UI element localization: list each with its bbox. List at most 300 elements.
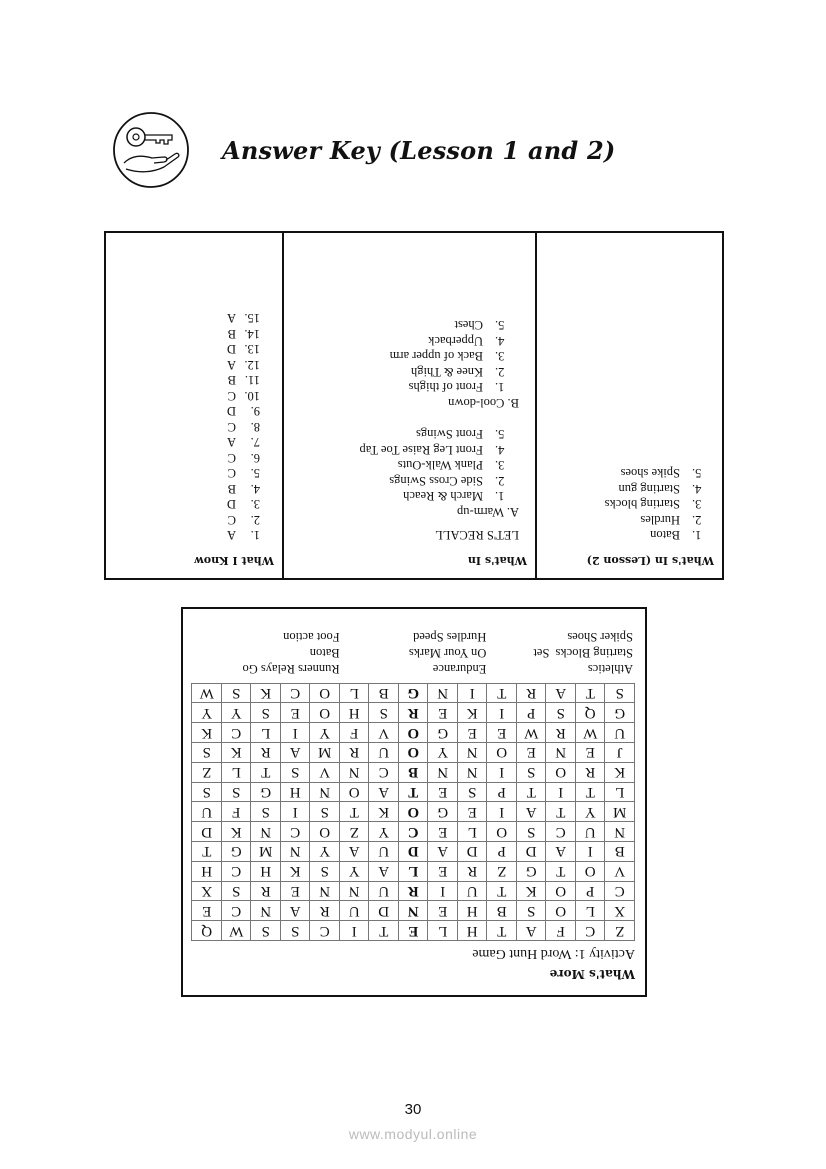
item-number: 8. — [250, 420, 260, 434]
grid-cell: I — [487, 703, 517, 723]
item-number: 1. — [250, 528, 260, 543]
grid-cell: S — [605, 683, 635, 703]
grid-cell: K — [192, 723, 222, 743]
item-text: D — [226, 404, 236, 419]
grid-cell: A — [281, 743, 311, 763]
list-item — [292, 317, 517, 333]
list-item — [114, 357, 260, 373]
grid-cell: S — [546, 703, 576, 723]
grid-cell: K — [605, 762, 635, 782]
grid-cell: H — [281, 782, 311, 802]
grid-cell: A — [546, 842, 576, 862]
list-item — [545, 527, 714, 543]
item-text: March & Reach — [403, 489, 483, 504]
item-number: 2. — [495, 474, 505, 488]
grid-cell: L — [428, 921, 458, 941]
item-text: Spike shoes — [620, 466, 680, 481]
grid-cell: G — [517, 861, 547, 881]
grid-row — [192, 723, 635, 743]
grid-cell: O — [310, 703, 340, 723]
grid-cell: T — [517, 782, 547, 802]
grid-cell: C — [576, 921, 606, 941]
warmup-title: A. Warm-up — [457, 505, 519, 519]
list-item — [114, 434, 260, 450]
item-number: 12. — [244, 358, 260, 372]
item-number: 1. — [692, 528, 702, 543]
item-text: C — [227, 420, 236, 434]
grid-cell: G — [399, 683, 429, 703]
item-number: 5. — [495, 318, 505, 333]
list-item — [114, 403, 260, 419]
grid-cell: T — [340, 802, 370, 822]
grid-cell: E — [428, 782, 458, 802]
grid-cell: T — [192, 842, 222, 862]
list-item — [114, 372, 260, 388]
word-column — [193, 629, 340, 677]
grid-cell: V — [310, 762, 340, 782]
grid-cell: O — [310, 683, 340, 703]
whats-more-heading: What's More — [549, 967, 635, 981]
item-text: C — [227, 451, 236, 465]
grid-cell: N — [605, 822, 635, 842]
grid-cell: G — [428, 723, 458, 743]
grid-cell: I — [340, 921, 370, 941]
item-text: A — [226, 358, 236, 372]
grid-cell: K — [281, 861, 311, 881]
lets-recall-label: LET'S RECALL — [435, 528, 519, 543]
grid-cell: I — [487, 762, 517, 782]
grid-cell: N — [340, 881, 370, 901]
grid-cell: R — [399, 881, 429, 901]
grid-cell: U — [369, 842, 399, 862]
grid-cell: G — [251, 782, 281, 802]
item-number: 3. — [692, 497, 702, 512]
grid-cell: H — [192, 861, 222, 881]
grid-cell: T — [576, 782, 606, 802]
grid-cell: L — [605, 782, 635, 802]
item-text: Starting blocks — [604, 497, 680, 512]
grid-cell: S — [192, 743, 222, 763]
grid-row — [192, 861, 635, 881]
list-item — [292, 488, 517, 504]
item-number: 9. — [250, 404, 260, 419]
grid-cell: R — [399, 703, 429, 723]
grid-cell: S — [310, 802, 340, 822]
grid-cell: O — [546, 901, 576, 921]
grid-cell: N — [310, 881, 340, 901]
grid-cell: D — [399, 842, 429, 862]
item-text: Hurdles — [640, 513, 680, 527]
grid-cell: L — [458, 822, 488, 842]
grid-cell: U — [605, 723, 635, 743]
item-text: Starting gun — [618, 482, 680, 496]
column-heading: What's In — [467, 554, 527, 567]
grid-cell: T — [399, 782, 429, 802]
grid-cell: H — [458, 921, 488, 941]
grid-cell: R — [340, 743, 370, 763]
activity-title: Activity 1: Word Hunt Game — [472, 946, 635, 961]
list-item — [114, 450, 260, 466]
item-text: A — [226, 528, 236, 543]
list-item — [114, 465, 260, 481]
item-text: C — [227, 389, 236, 403]
item-text: B — [227, 327, 236, 341]
whats-more-box — [181, 607, 647, 997]
item-number: 10. — [244, 389, 260, 403]
grid-cell: K — [517, 881, 547, 901]
grid-cell: Y — [310, 723, 340, 743]
grid-cell: H — [458, 901, 488, 921]
grid-cell: R — [546, 723, 576, 743]
list-item — [114, 388, 260, 404]
word-item: Baton — [309, 646, 340, 660]
item-text: D — [226, 497, 236, 512]
grid-cell: I — [546, 782, 576, 802]
grid-cell: A — [517, 802, 547, 822]
list-item — [545, 481, 714, 497]
grid-cell: S — [310, 861, 340, 881]
grid-cell: Z — [340, 822, 370, 842]
grid-cell: A — [546, 683, 576, 703]
grid-row — [192, 782, 635, 802]
grid-cell: U — [369, 881, 399, 901]
word-list — [193, 629, 633, 677]
word-item: Hurdles Speed — [413, 630, 487, 644]
grid-cell: A — [369, 861, 399, 881]
grid-cell: S — [517, 901, 547, 921]
grid-cell: D — [458, 842, 488, 862]
item-text: Front of thighs — [408, 380, 483, 395]
grid-cell: L — [222, 762, 252, 782]
list-item — [545, 496, 714, 512]
item-number: 13. — [244, 342, 260, 357]
grid-cell: E — [281, 703, 311, 723]
grid-cell: A — [281, 901, 311, 921]
grid-cell: V — [605, 861, 635, 881]
grid-cell: T — [487, 881, 517, 901]
item-number: 11. — [244, 373, 260, 388]
grid-cell: O — [399, 802, 429, 822]
grid-cell: O — [576, 861, 606, 881]
grid-row — [192, 842, 635, 862]
item-text: C — [227, 513, 236, 527]
grid-cell: F — [340, 723, 370, 743]
grid-cell: K — [369, 802, 399, 822]
key-in-hand-icon — [112, 111, 190, 189]
grid-cell: B — [369, 683, 399, 703]
list-item — [114, 310, 260, 326]
grid-cell: C — [281, 822, 311, 842]
grid-cell: W — [517, 723, 547, 743]
grid-cell: P — [487, 782, 517, 802]
list-item — [292, 333, 517, 349]
grid-cell: M — [251, 842, 281, 862]
grid-cell: A — [517, 921, 547, 941]
grid-cell: P — [576, 881, 606, 901]
list-item — [292, 364, 517, 380]
grid-cell: N — [310, 782, 340, 802]
grid-cell: E — [458, 802, 488, 822]
grid-cell: U — [576, 822, 606, 842]
grid-cell: N — [251, 822, 281, 842]
grid-cell: I — [281, 802, 311, 822]
grid-cell: Z — [192, 762, 222, 782]
list-item — [114, 527, 260, 543]
grid-cell: S — [517, 762, 547, 782]
item-number: 5. — [250, 466, 260, 481]
grid-cell: L — [340, 683, 370, 703]
grid-cell: Y — [576, 802, 606, 822]
grid-cell: W — [576, 723, 606, 743]
grid-cell: E — [399, 921, 429, 941]
column-heading: What I Know — [194, 554, 274, 567]
grid-cell: C — [222, 861, 252, 881]
grid-cell: G — [605, 703, 635, 723]
grid-cell: T — [251, 762, 281, 782]
grid-cell: C — [281, 683, 311, 703]
grid-cell: R — [251, 881, 281, 901]
what-i-know-column — [106, 233, 282, 578]
item-number: 4. — [250, 482, 260, 496]
grid-cell: T — [369, 921, 399, 941]
answer-key-table — [104, 231, 724, 580]
grid-cell: A — [340, 842, 370, 862]
grid-cell: L — [399, 861, 429, 881]
item-text: B — [227, 482, 236, 496]
item-text: Upperback — [428, 334, 483, 348]
item-number: 2. — [495, 365, 505, 379]
grid-cell: R — [517, 683, 547, 703]
item-number: 5. — [495, 427, 505, 442]
grid-cell: E — [428, 861, 458, 881]
grid-cell: P — [487, 842, 517, 862]
whats-in-lesson2-column — [535, 233, 722, 578]
grid-cell: S — [251, 703, 281, 723]
page-title: Answer Key (Lesson 1 and 2) — [222, 136, 616, 165]
grid-cell: Z — [605, 921, 635, 941]
grid-cell: T — [487, 921, 517, 941]
grid-cell: S — [281, 762, 311, 782]
grid-cell: S — [281, 921, 311, 941]
grid-cell: E — [576, 743, 606, 763]
grid-cell: Y — [428, 743, 458, 763]
grid-cell: B — [487, 901, 517, 921]
list-item — [545, 512, 714, 528]
list-item — [292, 348, 517, 364]
grid-cell: C — [222, 901, 252, 921]
list-item — [292, 379, 517, 395]
item-number: 4. — [495, 443, 505, 457]
grid-cell: M — [310, 743, 340, 763]
grid-cell: E — [458, 723, 488, 743]
grid-cell: S — [251, 802, 281, 822]
word-item: Runners Relays Go — [242, 662, 340, 676]
grid-cell: T — [576, 683, 606, 703]
grid-cell: S — [222, 782, 252, 802]
grid-cell: W — [222, 921, 252, 941]
list-item — [114, 326, 260, 342]
grid-row — [192, 762, 635, 782]
grid-cell: E — [428, 822, 458, 842]
watermark: www.modyul.online — [348, 1126, 478, 1142]
grid-cell: X — [605, 901, 635, 921]
grid-cell: N — [458, 743, 488, 763]
grid-cell: O — [546, 881, 576, 901]
grid-cell: U — [369, 743, 399, 763]
grid-cell: I — [458, 683, 488, 703]
grid-cell: E — [428, 703, 458, 723]
grid-cell: N — [251, 901, 281, 921]
cooldown-title: B. Cool-down — [448, 396, 519, 410]
grid-cell: C — [222, 723, 252, 743]
grid-cell: N — [546, 743, 576, 763]
grid-cell: N — [340, 762, 370, 782]
item-number: 2. — [692, 513, 702, 527]
item-number: 15. — [244, 311, 260, 326]
word-column — [340, 629, 487, 677]
item-text: A — [226, 435, 236, 450]
page-number: 30 — [404, 1101, 422, 1118]
word-hunt-grid — [192, 683, 636, 941]
grid-cell: I — [428, 881, 458, 901]
grid-cell: S — [222, 683, 252, 703]
item-number: 4. — [692, 482, 702, 496]
grid-cell: C — [399, 822, 429, 842]
list-item — [114, 512, 260, 528]
list-item — [114, 419, 260, 435]
grid-row — [192, 921, 635, 941]
item-number: 3. — [250, 497, 260, 512]
grid-cell: I — [281, 723, 311, 743]
grid-cell: L — [576, 901, 606, 921]
grid-cell: J — [605, 743, 635, 763]
list-item — [114, 481, 260, 497]
grid-cell: E — [428, 901, 458, 921]
grid-cell: O — [310, 822, 340, 842]
word-item: Athletics — [587, 662, 633, 676]
grid-cell: I — [576, 842, 606, 862]
grid-cell: S — [222, 881, 252, 901]
item-number: 3. — [495, 349, 505, 364]
grid-cell: Y — [310, 842, 340, 862]
item-text: C — [227, 466, 236, 481]
list-item — [292, 442, 517, 458]
word-column — [486, 629, 633, 677]
grid-cell: O — [487, 743, 517, 763]
grid-cell: K — [458, 703, 488, 723]
grid-cell: Y — [369, 822, 399, 842]
grid-cell: C — [310, 921, 340, 941]
grid-cell: O — [399, 743, 429, 763]
grid-cell: A — [428, 842, 458, 862]
grid-cell: E — [281, 881, 311, 901]
item-text: Back of upper arm — [389, 349, 483, 364]
grid-cell: H — [340, 703, 370, 723]
grid-row — [192, 743, 635, 763]
list-item — [545, 465, 714, 481]
item-number: 4. — [495, 334, 505, 348]
grid-cell: N — [428, 683, 458, 703]
grid-cell: M — [605, 802, 635, 822]
grid-cell: T — [546, 861, 576, 881]
item-number: 3. — [495, 458, 505, 473]
word-item: Foot action — [283, 630, 340, 644]
item-text: Side Cross Swings — [389, 474, 483, 488]
list-item — [292, 426, 517, 442]
grid-cell: L — [251, 723, 281, 743]
word-item: On Your Marks — [408, 646, 487, 660]
grid-cell: R — [251, 743, 281, 763]
grid-cell: H — [251, 861, 281, 881]
list-item — [292, 473, 517, 489]
grid-cell: S — [458, 782, 488, 802]
grid-cell: S — [517, 822, 547, 842]
item-number: 2. — [250, 513, 260, 527]
item-number: 7. — [250, 435, 260, 450]
grid-cell: P — [517, 703, 547, 723]
item-text: B — [227, 373, 236, 388]
grid-cell: R — [576, 762, 606, 782]
item-text: Knee & Thigh — [411, 365, 483, 379]
grid-cell: O — [340, 782, 370, 802]
item-text: Front Swings — [415, 427, 483, 442]
item-text: Plank Walk-Outs — [397, 458, 483, 473]
grid-cell: O — [399, 723, 429, 743]
grid-cell: Q — [192, 921, 222, 941]
grid-cell: E — [517, 743, 547, 763]
item-text: Baton — [650, 528, 680, 543]
list-item — [114, 341, 260, 357]
grid-cell: E — [192, 901, 222, 921]
grid-cell: C — [546, 822, 576, 842]
item-number: 6. — [250, 451, 260, 465]
word-item: Starting Blocks Set — [533, 646, 633, 660]
grid-row — [192, 881, 635, 901]
grid-cell: D — [517, 842, 547, 862]
grid-cell: O — [487, 822, 517, 842]
grid-cell: K — [222, 743, 252, 763]
grid-row — [192, 683, 635, 703]
grid-cell: O — [546, 762, 576, 782]
grid-cell: S — [192, 782, 222, 802]
grid-cell: X — [192, 881, 222, 901]
grid-cell: S — [369, 703, 399, 723]
grid-cell: U — [458, 881, 488, 901]
grid-cell: C — [369, 762, 399, 782]
grid-cell: W — [192, 683, 222, 703]
grid-cell: N — [281, 842, 311, 862]
grid-cell: K — [222, 822, 252, 842]
grid-cell: F — [222, 802, 252, 822]
grid-cell: S — [251, 921, 281, 941]
grid-cell: G — [428, 802, 458, 822]
item-number: 5. — [692, 466, 702, 481]
item-number: 14. — [244, 327, 260, 341]
grid-cell: C — [605, 881, 635, 901]
item-text: Front Leg Raise Toe Tap — [359, 443, 483, 457]
grid-cell: D — [192, 822, 222, 842]
grid-cell: F — [546, 921, 576, 941]
grid-cell: V — [369, 723, 399, 743]
word-item: Spiker Shoes — [567, 630, 633, 644]
grid-cell: D — [369, 901, 399, 921]
grid-row — [192, 822, 635, 842]
grid-cell: N — [458, 762, 488, 782]
grid-cell: Y — [192, 703, 222, 723]
item-number: 1. — [495, 380, 505, 395]
grid-cell: Z — [487, 861, 517, 881]
grid-cell: R — [458, 861, 488, 881]
